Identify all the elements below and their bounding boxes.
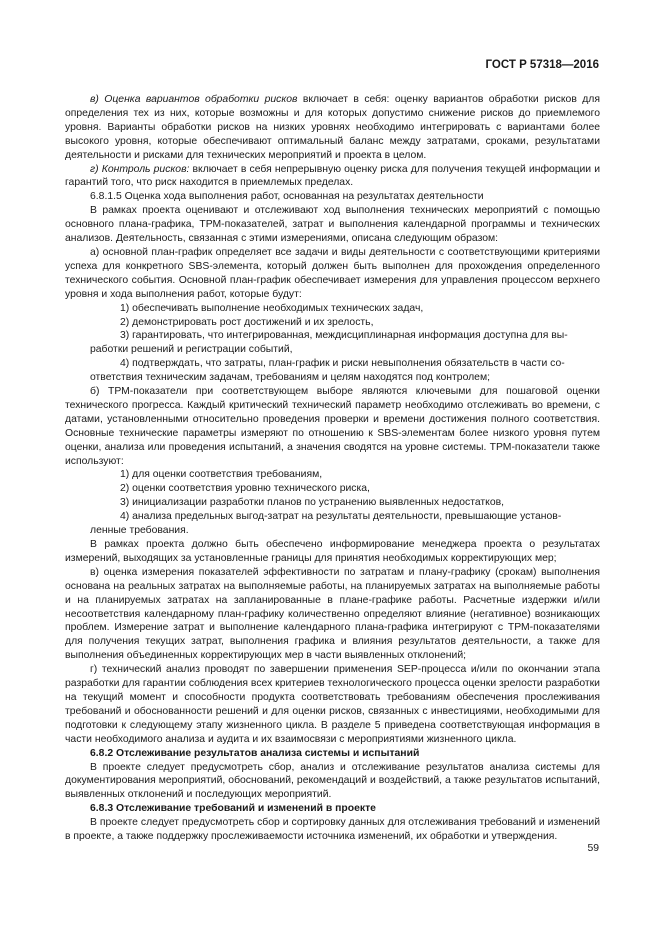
paragraph-text: включает в себя: оценку вариантов обработки рисков для определения тех из них, которые возможны и для которых допустимо снижение рисков до приемлемого уровня. Варианты обработки рисков на низких уровнях необходимо интегрировать с вариантами более высокого уровня, которые обеспечивают оптимальный баланс между затратами, сроками, результатами деятельности и рисками для технических мероприятий и проекта в целом. [65,94,600,161]
paragraph [65,761,600,803]
paragraph-text: г) технический анализ проводят по завершении применения SEP-процесса и/или по окончании этапа разработки для гарантии соблюдения всех критериев технологического процесса оценки зрелости разработки на текущий момент и способности продукта соответствовать требованиям обеспечения прослеживания требований и обоснованности решений и для оценки рисков, связанных с инвестициями, необходимыми для подготовки к следующему этапу жизненного цикла. В разделе 5 приведена соответствующая информация в части необходимого анализа и аудита и их взаимосвязи с мероприятиями жизненного цикла. [65,664,600,745]
section-heading [65,802,600,816]
paragraph-text: включает в себя непрерывную оценку риска для получения текущей информации и гарантий того, что риск находится в приемлемых пределах. [65,163,601,189]
paragraph [65,204,600,246]
paragraph-text: В проекте следует предусмотреть сбор и сортировку данных для отслеживания требований и изменений в проекте, а также поддержку прослеживаемости источника изменений, их обработки и утверждения. [65,817,600,843]
paragraph [65,566,600,663]
paragraph [65,302,600,316]
paragraph-text: а) основной план-график определяет все задачи и виды деятельности с соответствующими критериями успеха для конкретного SBS-элемента, который должен быть выполнен для прохождения определенного технического события. Основной план-график обеспечивает измерения для управления процессом верхнего уровня и хода выполнения работ, которые будут: [65,246,600,300]
paragraph [65,663,600,746]
paragraph-text: 6.8.3 Отслеживание требований и изменений в проекте [90,803,376,815]
paragraph-text: ответствия техническим задачам, требованиям и целям находятся под контролем; [90,372,490,384]
document-id: ГОСТ Р 57318—2016 [485,59,599,71]
paragraph-text: 1) обеспечивать выполнение необходимых технических задач, [120,302,424,314]
paragraph [65,496,600,510]
paragraph [65,482,600,496]
paragraph-text: В рамках проекта оценивают и отслеживают ход выполнения технических мероприятий с помощью основного плана-графика, ТРМ-показателей, затрат и выполнения календарной программы и технических анализов. Деятельность, связанная с этими измерениями, описана следующим образом: [65,205,600,245]
paragraph [65,316,600,330]
paragraph [65,510,600,524]
document-body [65,93,600,844]
paragraph [65,385,600,468]
paragraph [65,246,600,302]
paragraph-text: 2) оценки соответствия уровню технического риска, [120,483,370,495]
page-number: 59 [587,843,599,854]
paragraph [65,816,600,844]
paragraph [65,329,600,343]
paragraph-text: В рамках проекта должно быть обеспечено информирование менеджера проекта о результатах измерений, выходящих за установленные границы для принятия необходимых корректирующих мер; [65,539,600,564]
paragraph-text: работки решений и регистрации событий, [90,344,293,356]
section-heading [65,747,600,761]
italic-term: г) Контроль рисков: [90,163,190,175]
paragraph [65,93,600,163]
paragraph-text: 3) инициализации разработки планов по устранению выявленных недостатков, [120,497,505,509]
paragraph [65,538,600,566]
paragraph [65,190,600,204]
paragraph [65,468,600,482]
paragraph-text: ленные требования. [90,525,189,537]
paragraph [65,357,600,371]
paragraph-text: В проекте следует предусмотреть сбор, анализ и отслеживание результатов анализа системы для документирования мероприятий, обоснований, рекомендаций и воздействий, а также результатов испытаний, выявленных отклонений и последующих мероприятий. [65,761,600,801]
paragraph [65,371,600,385]
paragraph-text: 2) демонстрировать рост достижений и их зрелость, [120,316,374,328]
italic-term: в) Оценка вариантов обработки рисков [90,94,298,105]
paragraph [65,524,600,538]
paragraph-text: в) оценка измерения показателей эффективности по затратам и плану-графику (срокам) выполнения основана на реальных затратах на выполняемые работы, на планируемых затратах на выполняемые работы и на планируемых затратах на запланированные в плане-графике работы. Расчетные издержки и/или несоответствия календарному план-графику количественно определяют влияние (негативное) возникающих проблем. Измерение затрат и выполнение календарного плана-графика интегрируют с ТРМ-показателями для получения текущих затрат, выполнения графика и влияния результатов деятельности, а также для выполнения объединенных корректирующих мер в части выявленных отклонений; [65,566,600,662]
paragraph-text: 4) анализа предельных выгод-затрат на результаты деятельности, превышающие установ- [120,511,562,523]
paragraph [65,343,600,357]
paragraph-text: 6.8.1.5 Оценка хода выполнения работ, основанная на результатах деятельности [90,191,484,203]
paragraph-text: 6.8.2 Отслеживание результатов анализа системы и испытаний [90,747,420,759]
paragraph-text: б) ТРМ-показатели при соответствующем выборе являются ключевыми для пошаговой оценки технического прогресса. Каждый критический технический параметр необходимо отслеживать во времени, с датами, установленными относительно проведения проверки и времени достижения полного соответствия. Основные технические параметры измеряют по отношению к SBS-элементам более низкого уровня путем оценки, анализа или проведения испытаний, а значения сводятся на уровне системы. ТРМ-показатели также используют: [65,386,600,467]
paragraph [65,163,600,191]
paragraph-text: 3) гарантировать, что интегрированная, междисциплинарная информация доступна для вы- [120,330,568,342]
paragraph-text: 1) для оценки соответствия требованиям, [120,469,323,481]
paragraph-text: 4) подтверждать, что затраты, план-график и риски невыполнения обязательств в части со- [120,358,565,370]
